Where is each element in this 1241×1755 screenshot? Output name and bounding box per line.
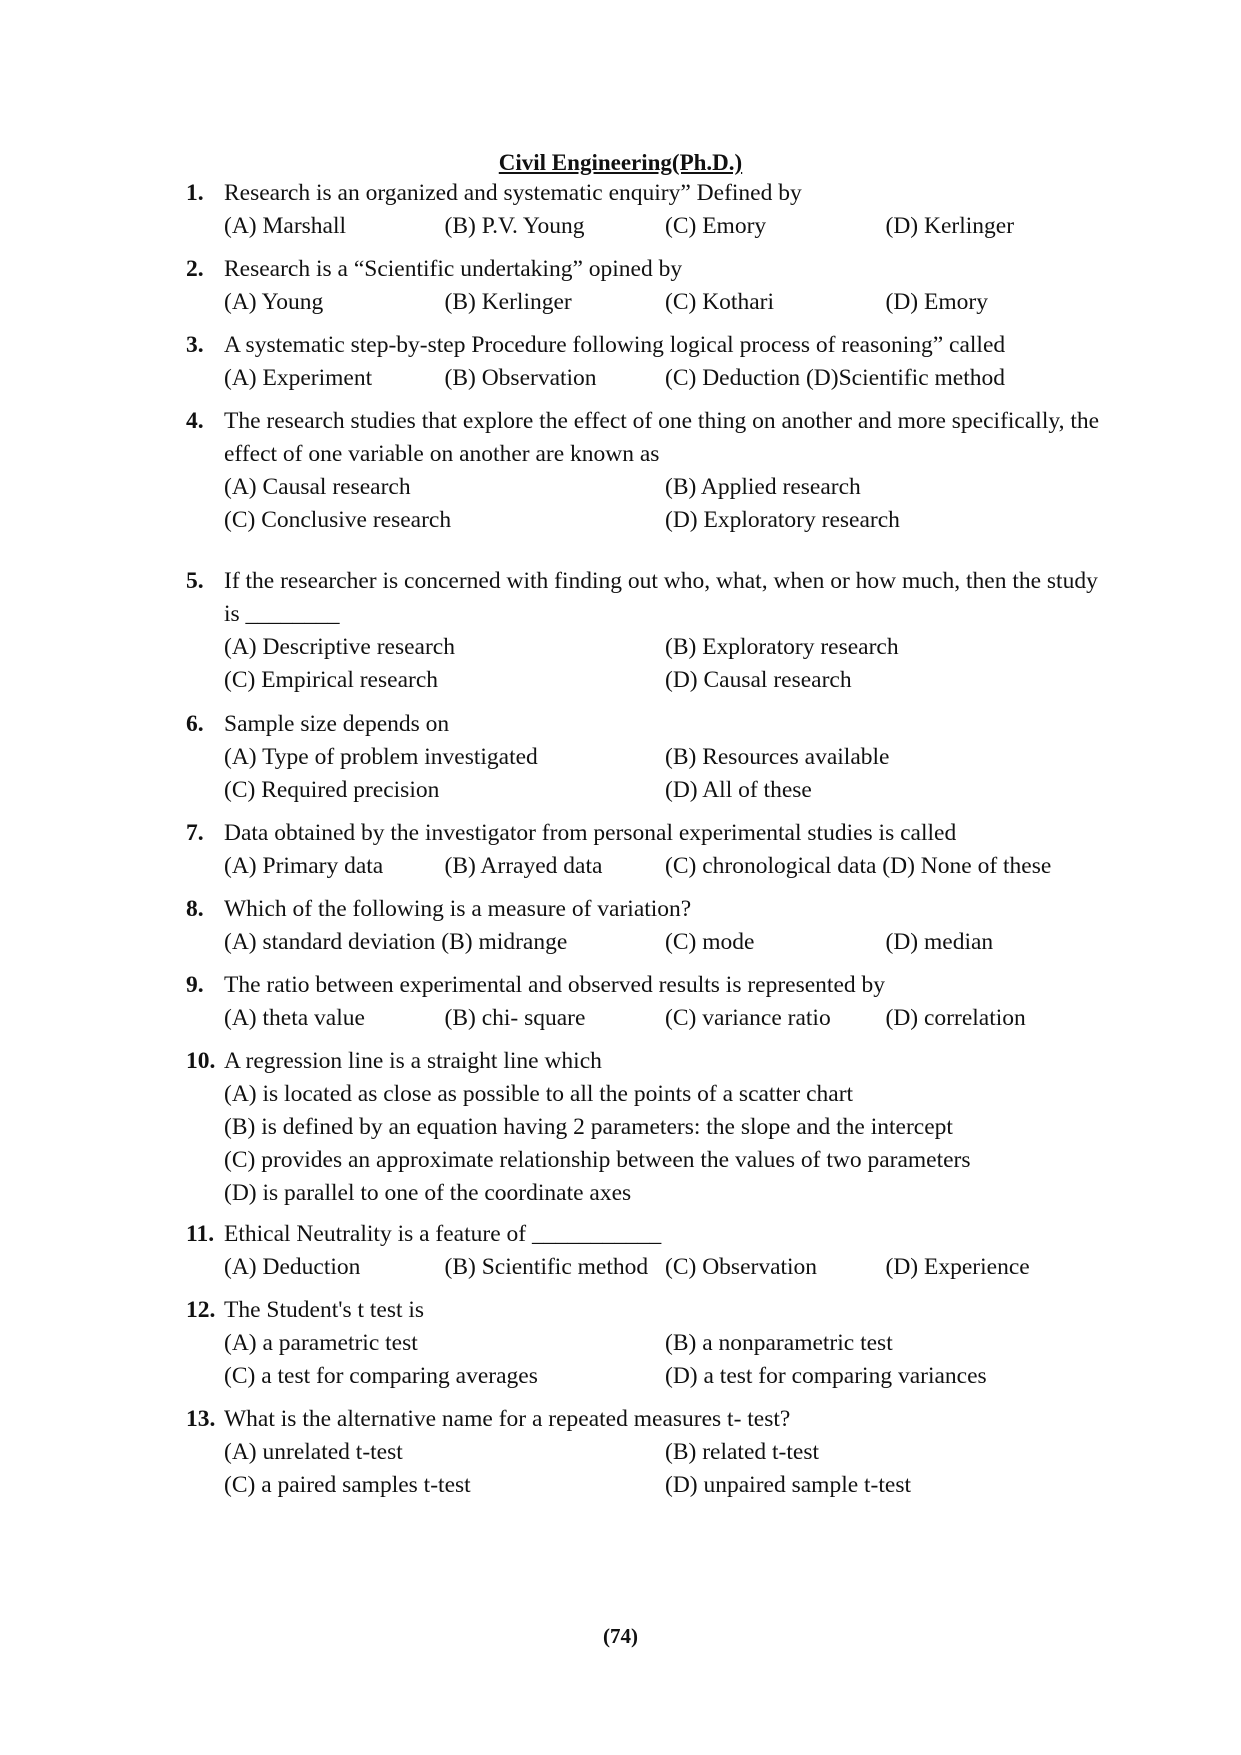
option-d: (D) is parallel to one of the coordinate axes xyxy=(224,1180,632,1206)
question-stem xyxy=(186,329,1106,362)
question-7 xyxy=(186,817,1106,883)
question-text: The research studies that explore the effect of one thing on another and more specifically, the effect of one variable on another are known as xyxy=(224,408,1100,467)
question-number: 7. xyxy=(186,820,204,846)
question-text: What is the alternative name for a repeated measures t- test? xyxy=(224,1406,791,1432)
question-6 xyxy=(186,708,1106,807)
question-stem xyxy=(186,565,1106,631)
question-13 xyxy=(186,1403,1106,1502)
question-4 xyxy=(186,405,1106,537)
option-d: (D) Kerlinger xyxy=(885,213,1015,239)
question-stem xyxy=(186,1403,1106,1436)
question-stem xyxy=(186,708,1106,741)
option-b: (B) Resources available xyxy=(665,744,890,770)
option-b: (B) P.V. Young xyxy=(444,213,585,239)
option-a: (A) theta value xyxy=(224,1005,365,1031)
question-1 xyxy=(186,177,1106,243)
option-c-d: (C) chronological data (D) None of these xyxy=(665,853,1052,879)
option-d: (D) median xyxy=(885,929,994,955)
question-number: 6. xyxy=(186,711,204,737)
question-3 xyxy=(186,329,1106,395)
question-number: 2. xyxy=(186,256,204,282)
option-c: (C) Conclusive research xyxy=(224,507,452,533)
question-text: A regression line is a straight line which xyxy=(224,1048,602,1074)
question-text: The Student's t test is xyxy=(224,1297,425,1323)
option-c: (C) Observation xyxy=(665,1254,818,1280)
question-stem xyxy=(186,405,1106,471)
question-text: The ratio between experimental and observed results is represented by xyxy=(224,972,886,998)
question-stem xyxy=(186,893,1106,926)
question-10 xyxy=(186,1045,1106,1210)
option-c: (C) Kothari xyxy=(665,289,774,315)
question-2 xyxy=(186,253,1106,319)
question-number: 5. xyxy=(186,568,204,594)
option-a: (A) Experiment xyxy=(224,365,373,391)
option-a: (A) Descriptive research xyxy=(224,634,455,660)
option-b: (B) related t-test xyxy=(665,1439,819,1465)
question-stem xyxy=(186,253,1106,286)
question-stem xyxy=(186,177,1106,210)
question-9 xyxy=(186,969,1106,1035)
option-a: (A) a parametric test xyxy=(224,1330,418,1356)
option-d: (D) Causal research xyxy=(665,667,852,693)
option-b: (B) Applied research xyxy=(665,474,861,500)
option-a: (A) is located as close as possible to all the points of a scatter chart xyxy=(224,1081,854,1107)
question-number: 4. xyxy=(186,408,204,434)
question-text: Which of the following is a measure of variation? xyxy=(224,896,692,922)
question-text: If the researcher is concerned with finding out who, what, when or how much, then the study is ________ xyxy=(224,568,1098,627)
option-a: (A) Type of problem investigated xyxy=(224,744,538,770)
question-stem xyxy=(186,817,1106,850)
option-b: (B) Kerlinger xyxy=(444,289,572,315)
option-d: (D) Emory xyxy=(885,289,988,315)
question-stem xyxy=(186,1218,1106,1251)
option-a: (A) Primary data xyxy=(224,853,384,879)
question-text: Research is a “Scientific undertaking” opined by xyxy=(224,256,683,282)
option-d: (D) correlation xyxy=(885,1005,1026,1031)
question-text: A systematic step-by-step Procedure following logical process of reasoning” called xyxy=(224,332,1006,358)
option-c: (C) Required precision xyxy=(224,777,440,803)
option-a: (A) Young xyxy=(224,289,324,315)
question-12 xyxy=(186,1294,1106,1393)
option-d: (D) Experience xyxy=(885,1254,1030,1280)
question-number: 3. xyxy=(186,332,204,358)
option-d: (D) unpaired sample t-test xyxy=(665,1472,912,1498)
question-stem xyxy=(186,969,1106,1002)
option-d: (D) Exploratory research xyxy=(665,507,900,533)
question-text: Research is an organized and systematic enquiry” Defined by xyxy=(224,180,802,206)
option-b: (B) is defined by an equation having 2 parameters: the slope and the intercept xyxy=(224,1114,953,1140)
option-c: (C) provides an approximate relationship between the values of two parameters xyxy=(224,1147,971,1173)
option-a: (A) Causal research xyxy=(224,474,411,500)
page-number: (74) xyxy=(603,1624,638,1648)
option-a: (A) unrelated t-test xyxy=(224,1439,403,1465)
option-c: (C) a paired samples t-test xyxy=(224,1472,471,1498)
option-a: (A) Marshall xyxy=(224,213,347,239)
question-stem xyxy=(186,1294,1106,1327)
option-b: (B) Exploratory research xyxy=(665,634,899,660)
option-b: (B) chi- square xyxy=(444,1005,586,1031)
question-text: Ethical Neutrality is a feature of ___________ xyxy=(224,1221,662,1247)
question-stem xyxy=(186,1045,1106,1078)
question-5 xyxy=(186,565,1106,697)
option-b: (B) Arrayed data xyxy=(444,853,603,879)
option-c: (C) Emory xyxy=(665,213,767,239)
option-a: (A) Deduction xyxy=(224,1254,361,1280)
question-number: 10. xyxy=(186,1048,216,1074)
option-d: (D) a test for comparing variances xyxy=(665,1363,987,1389)
option-a-b: (A) standard deviation (B) midrange xyxy=(224,929,568,955)
option-c: (C) mode xyxy=(665,929,755,955)
question-number: 1. xyxy=(186,180,204,206)
question-number: 11. xyxy=(186,1221,215,1247)
option-d: (D) All of these xyxy=(665,777,812,803)
question-number: 9. xyxy=(186,972,204,998)
option-c: (C) Empirical research xyxy=(224,667,439,693)
option-c-d: (C) Deduction (D)Scientific method xyxy=(665,365,1006,391)
question-number: 8. xyxy=(186,896,204,922)
question-8 xyxy=(186,893,1106,959)
question-number: 13. xyxy=(186,1406,216,1432)
option-c: (C) variance ratio xyxy=(665,1005,831,1031)
question-number: 12. xyxy=(186,1297,216,1323)
question-text: Data obtained by the investigator from personal experimental studies is called xyxy=(224,820,957,846)
option-b: (B) Scientific method xyxy=(444,1254,649,1280)
option-c: (C) a test for comparing averages xyxy=(224,1363,538,1389)
option-b: (B) Observation xyxy=(444,365,597,391)
option-b: (B) a nonparametric test xyxy=(665,1330,893,1356)
question-11 xyxy=(186,1218,1106,1284)
question-text: Sample size depends on xyxy=(224,711,450,737)
page-title: Civil Engineering(Ph.D.) xyxy=(498,150,743,175)
